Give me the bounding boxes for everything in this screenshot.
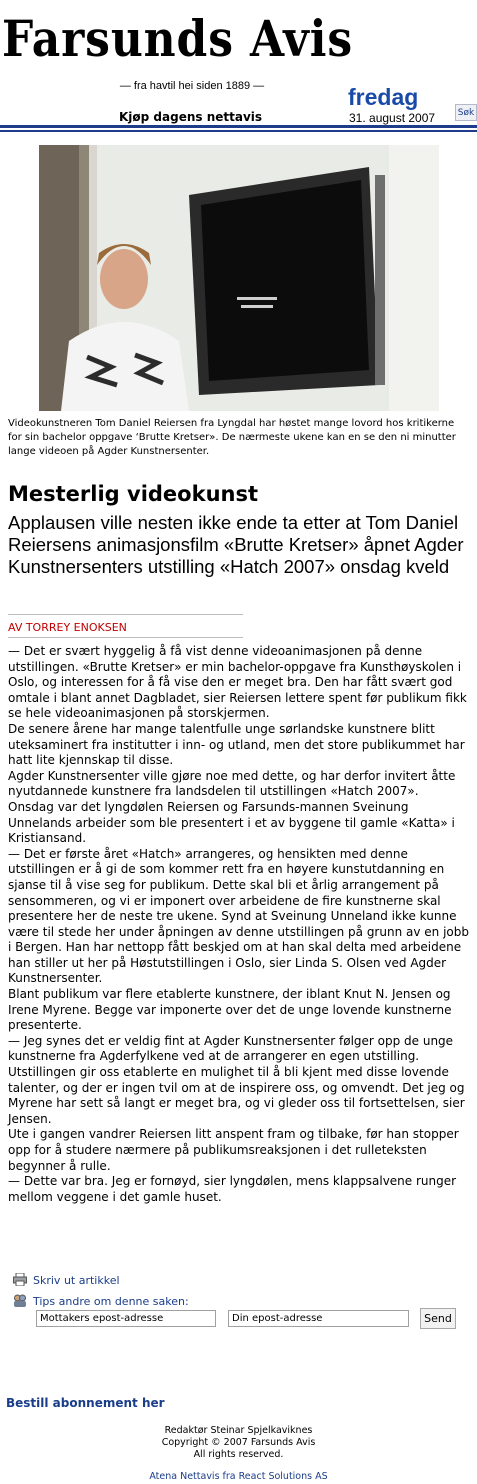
tip-others-label: Tips andre om denne saken: <box>33 1295 189 1308</box>
printer-icon <box>13 1273 27 1286</box>
tip-others-row <box>13 1294 189 1308</box>
article-headline: Mesterlig videokunst <box>8 482 259 506</box>
article-paragraph: — Dette var bra. Jeg er fornøyd, sier lyngdølen, mens klappsalvene runger mellom veggene i det gamle huset. <box>8 1174 457 1204</box>
print-article-label[interactable]: Skriv ut artikkel <box>33 1274 120 1287</box>
article-paragraph: — Det er svært hyggelig å få vist denne videoanimasjonen på denne utstillingen. «Brutte Kretser» er min bachelor-oppgave fra Kunsthøyskolen i Oslo, og interessen for å få vise den er meget bra. Den har fått svært god omtale i blant annet Dagbladet, sier Reiersen lettere spent før publikum fikk se hele videoanimasjonen på storskjermen. <box>8 644 467 721</box>
newspaper-logo[interactable]: Farsunds Avis <box>2 9 353 68</box>
publisher-credit-link[interactable]: Atena Nettavis fra React Solutions AS <box>149 1471 328 1482</box>
article-paragraph: Agder Kunstnersenter ville gjøre noe med dette, og har derfor invitert åtte nyutdannede kunstnere fra landsdelen til utstillingen «Hatch 2007». <box>8 768 456 799</box>
article-paragraph: De senere årene har mange talentfulle unge sørlandske kunstnere blitt uteksaminert fra institutter i inn- og utland, men det store publikummet har hatt lite kjennskap til disse. <box>8 721 465 768</box>
header-divider-thin <box>0 130 477 132</box>
byline-divider <box>8 637 243 638</box>
search-button[interactable]: Søk <box>455 104 477 121</box>
article-paragraph: Blant publikum var flere etablerte kunstnere, der iblant Knut N. Jensen og Irene Myrene. Begge var imponerte over det de unge lovende kunstnerne presenterte. <box>8 987 452 1033</box>
buy-todays-edition-link[interactable]: Kjøp dagens nettavis <box>119 110 263 124</box>
tagline: — fra havtil hei siden 1889 — <box>119 80 265 92</box>
date-label: 31. august 2007 <box>349 111 436 125</box>
photo-caption: Videokunstneren Tom Daniel Reiersen fra Lyngdal har høstet mange lovord hos kritikerne for sin bachelor oppgave ‘Brutte Kretser». De nærmeste ukene kan en se den ni minutter lange videoen på Agder Kunstnersenter. <box>8 418 456 457</box>
print-article-link[interactable] <box>13 1273 120 1287</box>
send-button[interactable]: Send <box>420 1308 456 1329</box>
article-paragraph: Onsdag var det lyngdølen Reiersen og Farsunds-mannen Sveinung Unnelands arbeider som ble presentert i et av byggene til gamle «Katta» i Kristiansand. <box>8 799 455 846</box>
footer <box>0 1425 477 1461</box>
recipient-email-field[interactable]: Mottakers epost-adresse <box>36 1310 216 1327</box>
masthead <box>0 0 477 124</box>
header-divider <box>0 125 477 128</box>
article-body <box>8 644 474 1205</box>
article-paragraph: Ute i gangen vandrer Reiersen litt anspent fram og tilbake, før han stopper opp for å studere nærmere på publikumsreaksjonen i det rulleteksten begynner å rulle. <box>8 1127 459 1173</box>
rights-text: All rights reserved. <box>193 1449 284 1460</box>
sender-email-field[interactable]: Din epost-adresse <box>228 1310 409 1327</box>
article-paragraph: — Det er første året «Hatch» arrangeres, og hensikten med denne utstillingen er å gi de som kommer rett fra en høyere kunstutdanning en sjanse til å vise seg for publikum. Dette skal bli et årlig arrangement på sensommeren, og vi er imponert over arbeidene de fire kunstnerne skal presentere her de neste tre ukene. Synd at Sveinung Unneland ikke kunne være til stede her under åpningen av denne utstillingen på grunn av en jobb i Bergen. Han har nettopp fått beskjed om at han skal delta med arbeidene han stiller ut her på Høstutstillingen i Oslo, sier Linda S. Olsen ved Agder Kunstnersenter. <box>8 846 469 986</box>
editor-credit: Redaktør Steinar Spjelkaviknes <box>164 1425 313 1436</box>
people-icon <box>13 1294 27 1307</box>
copyright-text: Copyright © 2007 Farsunds Avis <box>161 1437 316 1448</box>
article-photo <box>39 145 439 411</box>
subscribe-link[interactable]: Bestill abonnement her <box>6 1396 165 1410</box>
byline-divider <box>8 614 243 615</box>
byline: AV TORREY ENOKSEN <box>8 621 127 634</box>
article-paragraph: — Jeg synes det er veldig fint at Agder Kunstnersenter følger opp de unge kunstnerne fra Agderfylkene ved at de arrangerer en egen utstilling. Utstillingen gir oss etablerte en mulighet til å bli kjent med disse lovende talenter, og der er ingen tvil om at de inspirere oss, og omvendt. Det jeg og Myrene har sett så langt er meget bra, og vi gleder oss til fortsettelsen, sier Jensen. <box>8 1033 465 1126</box>
article-intro: Applausen ville nesten ikke ende ta etter at Tom Daniel Reiersens animasjonsfilm «Brutte Kretser» åpnet Agder Kunstnersenters utstilling «Hatch 2007» onsdag kveld <box>8 512 464 577</box>
photo-man-beside-tv-screen-icon <box>39 145 439 411</box>
weekday-label: fredag <box>348 84 419 110</box>
